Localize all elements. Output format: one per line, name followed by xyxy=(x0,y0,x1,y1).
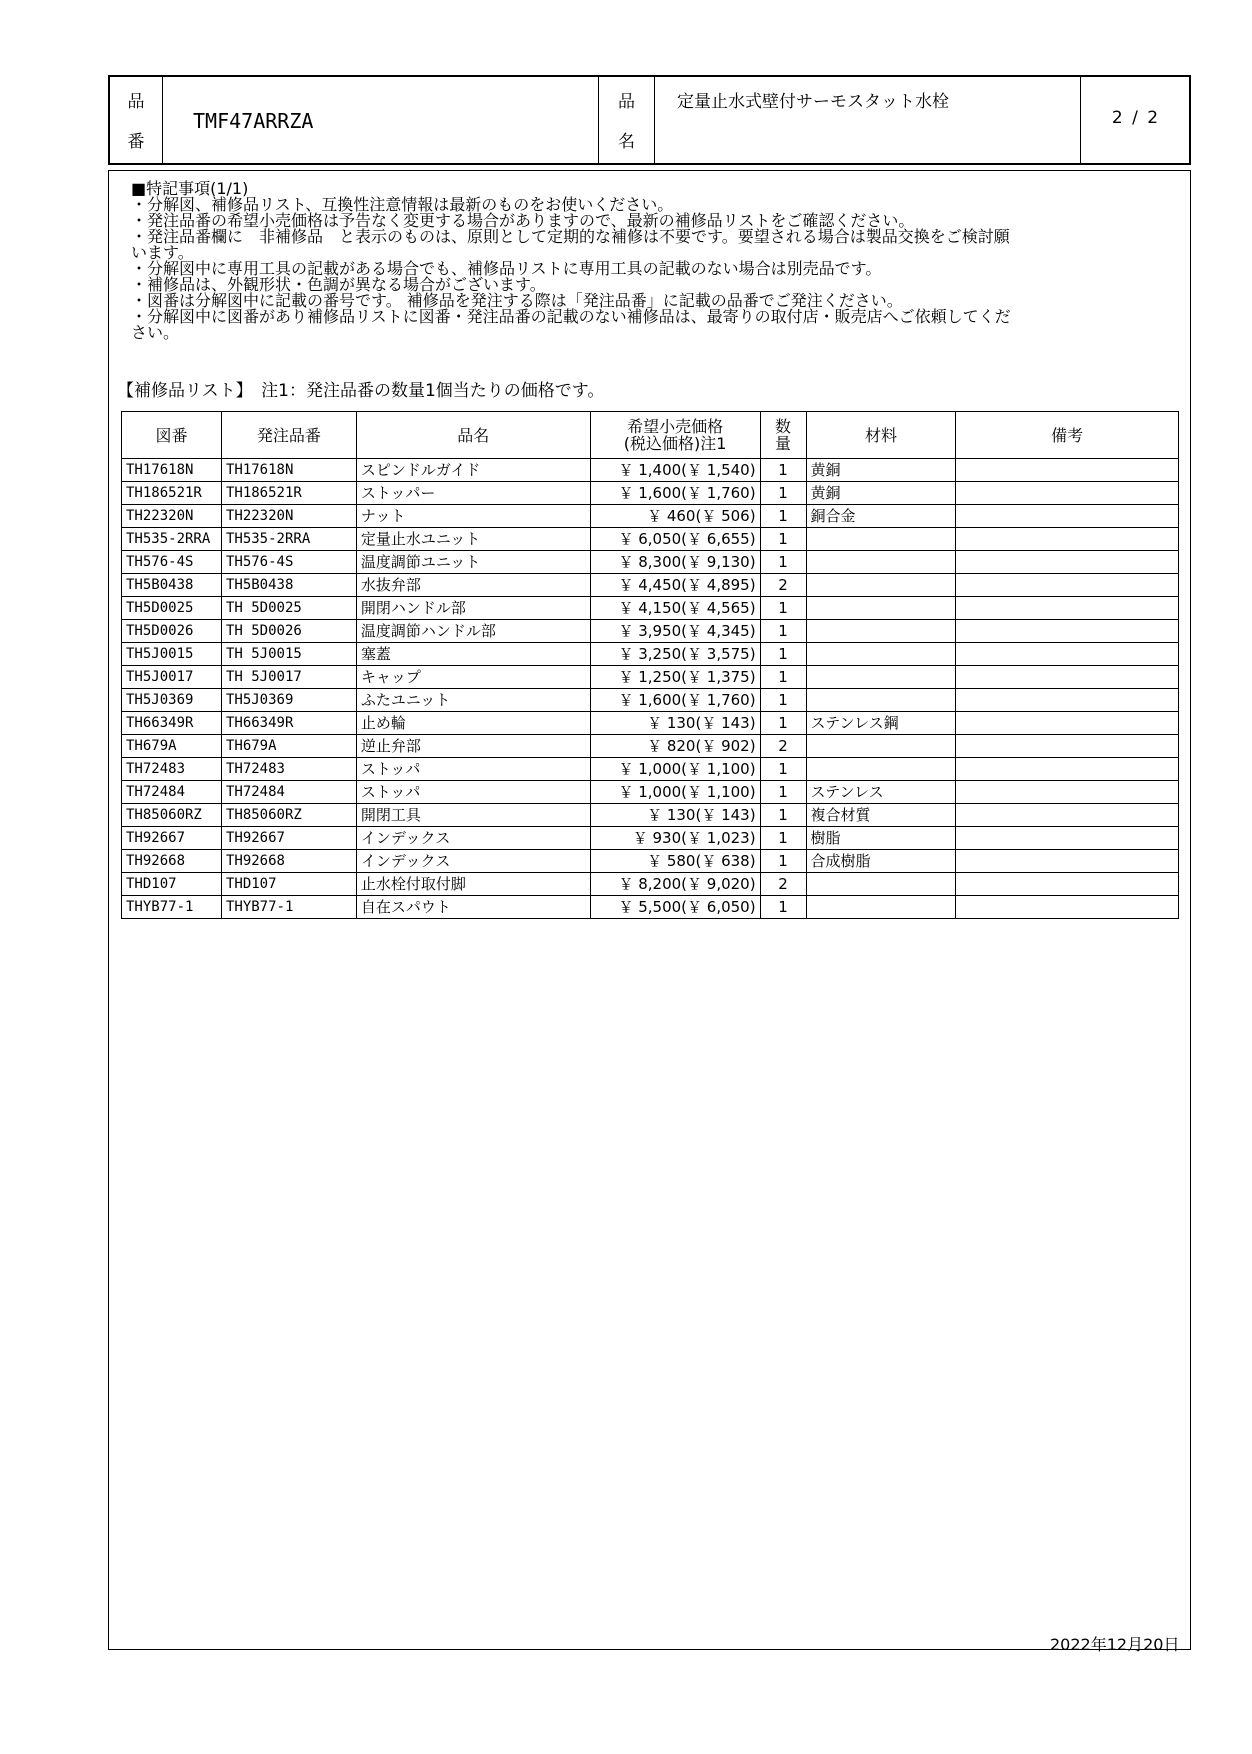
cell-price: ￥ 4,150(￥ 4,565) xyxy=(590,597,760,620)
col-price-line2: (税込価格)注1 xyxy=(623,434,727,453)
cell-material: 黄銅 xyxy=(806,482,956,505)
content-box xyxy=(108,170,1191,1650)
cell-qty: 2 xyxy=(760,574,806,597)
cell-order: TH66349R xyxy=(221,712,356,735)
cell-remarks xyxy=(956,574,1179,597)
note-line: ・分解図中に専用工具の記載がある場合でも、補修品リストに専用工具の記載のない場合は別売品です。 xyxy=(131,259,882,278)
product-code: TMF47ARRZA xyxy=(193,109,314,133)
page-number: 2 / 2 xyxy=(1111,108,1161,128)
cell-material: 樹脂 xyxy=(806,827,956,850)
cell-fig: TH5D0025 xyxy=(122,597,222,620)
cell-material xyxy=(806,873,956,896)
cell-material xyxy=(806,528,956,551)
cell-remarks xyxy=(956,482,1179,505)
col-order: 発注品番 xyxy=(221,412,356,459)
cell-qty: 1 xyxy=(760,643,806,666)
cell-material xyxy=(806,689,956,712)
cell-material xyxy=(806,574,956,597)
cell-qty: 1 xyxy=(760,689,806,712)
table-row xyxy=(122,597,1179,620)
cell-material xyxy=(806,643,956,666)
name-label-top: 品 xyxy=(618,92,635,112)
cell-name: インデックス xyxy=(356,850,590,873)
note-line: さい。 xyxy=(131,323,180,342)
cell-material: 複合材質 xyxy=(806,804,956,827)
note-line: ・発注品番欄に 非補修品 と表示のものは、原則として定期的な補修は不要です。要望される場合は製品交換をご検討願 xyxy=(131,227,1010,246)
cell-qty: 1 xyxy=(760,758,806,781)
cell-remarks xyxy=(956,758,1179,781)
cell-material: 合成樹脂 xyxy=(806,850,956,873)
cell-material xyxy=(806,597,956,620)
cell-name: キャップ xyxy=(356,666,590,689)
cell-name: 定量止水ユニット xyxy=(356,528,590,551)
cell-fig: TH5J0017 xyxy=(122,666,222,689)
cell-name: ストッパ xyxy=(356,758,590,781)
col-fig: 図番 xyxy=(122,412,222,459)
code-label-bottom: 番 xyxy=(127,132,145,152)
note-line: ・補修品は、外観形状・色調が異なる場合がございます。 xyxy=(131,275,546,294)
table-row xyxy=(122,850,1179,873)
col-qty-line2: 量 xyxy=(775,434,792,453)
cell-remarks xyxy=(956,873,1179,896)
cell-qty: 1 xyxy=(760,850,806,873)
product-name-label xyxy=(599,77,655,163)
col-price xyxy=(590,412,760,459)
cell-fig: TH5B0438 xyxy=(122,574,222,597)
table-row xyxy=(122,643,1179,666)
cell-fig: TH5J0015 xyxy=(122,643,222,666)
cell-order: TH22320N xyxy=(221,505,356,528)
cell-qty: 1 xyxy=(760,666,806,689)
cell-name: 温度調節ハンドル部 xyxy=(356,620,590,643)
parts-list-title: 【補修品リスト】 注1：発注品番の数量1個当たりの価格です。 xyxy=(117,381,605,401)
cell-name: 自在スパウト xyxy=(356,896,590,919)
cell-name: 止水栓付取付脚 xyxy=(356,873,590,896)
table-row xyxy=(122,735,1179,758)
cell-name: ストッパー xyxy=(356,482,590,505)
cell-fig: TH679A xyxy=(122,735,222,758)
cell-price: ￥ 130(￥ 143) xyxy=(590,804,760,827)
table-row xyxy=(122,712,1179,735)
special-notes xyxy=(131,181,1186,341)
cell-price: ￥ 6,050(￥ 6,655) xyxy=(590,528,760,551)
cell-price: ￥ 3,950(￥ 4,345) xyxy=(590,620,760,643)
cell-qty: 1 xyxy=(760,505,806,528)
cell-qty: 1 xyxy=(760,781,806,804)
cell-remarks xyxy=(956,804,1179,827)
cell-remarks xyxy=(956,459,1179,482)
cell-remarks xyxy=(956,712,1179,735)
cell-name: 水抜弁部 xyxy=(356,574,590,597)
cell-remarks xyxy=(956,850,1179,873)
cell-order: TH679A xyxy=(221,735,356,758)
product-name-cell xyxy=(655,77,1081,163)
table-row xyxy=(122,505,1179,528)
cell-material xyxy=(806,666,956,689)
cell-remarks xyxy=(956,551,1179,574)
cell-fig: TH17618N xyxy=(122,459,222,482)
cell-order: TH535-2RRA xyxy=(221,528,356,551)
table-row xyxy=(122,689,1179,712)
cell-order: TH17618N xyxy=(221,459,356,482)
cell-name: 逆止弁部 xyxy=(356,735,590,758)
cell-qty: 1 xyxy=(760,551,806,574)
issue-date: 2022年12月20日 xyxy=(1050,1635,1180,1654)
cell-name: ナット xyxy=(356,505,590,528)
parts-table-header xyxy=(122,412,1179,459)
cell-name: ストッパ xyxy=(356,781,590,804)
col-price-line1: 希望小売価格 xyxy=(627,417,724,436)
page-number-cell xyxy=(1081,77,1191,163)
cell-fig: TH72483 xyxy=(122,758,222,781)
cell-remarks xyxy=(956,827,1179,850)
cell-material: ステンレス xyxy=(806,781,956,804)
table-row xyxy=(122,620,1179,643)
cell-price: ￥ 8,200(￥ 9,020) xyxy=(590,873,760,896)
cell-price: ￥ 1,000(￥ 1,100) xyxy=(590,781,760,804)
cell-price: ￥ 1,000(￥ 1,100) xyxy=(590,758,760,781)
cell-material xyxy=(806,758,956,781)
cell-material: 銅合金 xyxy=(806,505,956,528)
cell-price: ￥ 130(￥ 143) xyxy=(590,712,760,735)
cell-fig: TH66349R xyxy=(122,712,222,735)
col-remarks: 備考 xyxy=(956,412,1179,459)
cell-name: 塞蓋 xyxy=(356,643,590,666)
cell-fig: TH535-2RRA xyxy=(122,528,222,551)
note-line: ・分解図、補修品リスト、互換性注意情報は最新のものをお使いください。 xyxy=(131,195,674,214)
cell-order: TH186521R xyxy=(221,482,356,505)
cell-qty: 1 xyxy=(760,620,806,643)
cell-order: TH 5D0026 xyxy=(221,620,356,643)
table-row xyxy=(122,528,1179,551)
cell-price: ￥ 1,600(￥ 1,760) xyxy=(590,689,760,712)
product-name: 定量止水式壁付サーモスタット水栓 xyxy=(677,92,949,112)
table-row xyxy=(122,459,1179,482)
cell-qty: 1 xyxy=(760,804,806,827)
cell-qty: 1 xyxy=(760,482,806,505)
note-line: ・分解図中に図番があり補修品リストに図番・発注品番の記載のない補修品は、最寄りの取付店・販売店へご依頼してくだ xyxy=(131,307,1011,326)
cell-qty: 1 xyxy=(760,712,806,735)
cell-order: TH 5J0015 xyxy=(221,643,356,666)
cell-fig: TH92668 xyxy=(122,850,222,873)
cell-remarks xyxy=(956,643,1179,666)
table-row xyxy=(122,827,1179,850)
cell-order: TH 5J0017 xyxy=(221,666,356,689)
cell-material xyxy=(806,551,956,574)
cell-remarks xyxy=(956,528,1179,551)
table-row xyxy=(122,896,1179,919)
cell-name: ふたユニット xyxy=(356,689,590,712)
table-row xyxy=(122,781,1179,804)
cell-qty: 2 xyxy=(760,873,806,896)
table-row xyxy=(122,574,1179,597)
cell-name: 止め輪 xyxy=(356,712,590,735)
col-material: 材料 xyxy=(806,412,956,459)
cell-name: スピンドルガイド xyxy=(356,459,590,482)
cell-qty: 1 xyxy=(760,896,806,919)
cell-fig: TH72484 xyxy=(122,781,222,804)
col-qty-line1: 数 xyxy=(775,417,792,436)
cell-order: THYB77-1 xyxy=(221,896,356,919)
note-line: ・図番は分解図中に記載の番号です。 補修品を発注する際は「発注品番」に記載の品番でご発注ください。 xyxy=(131,291,903,310)
cell-price: ￥ 580(￥ 638) xyxy=(590,850,760,873)
cell-name: 開閉工具 xyxy=(356,804,590,827)
cell-fig: TH5J0369 xyxy=(122,689,222,712)
cell-fig: TH92667 xyxy=(122,827,222,850)
name-label-bottom: 名 xyxy=(618,132,635,152)
cell-order: TH72483 xyxy=(221,758,356,781)
cell-remarks xyxy=(956,597,1179,620)
col-name: 品名 xyxy=(356,412,590,459)
cell-remarks xyxy=(956,896,1179,919)
cell-remarks xyxy=(956,505,1179,528)
note-line: います。 xyxy=(131,243,194,262)
product-header xyxy=(108,75,1191,165)
cell-qty: 2 xyxy=(760,735,806,758)
cell-remarks xyxy=(956,689,1179,712)
cell-remarks xyxy=(956,781,1179,804)
cell-fig: TH576-4S xyxy=(122,551,222,574)
cell-order: TH92668 xyxy=(221,850,356,873)
cell-material xyxy=(806,620,956,643)
cell-price: ￥ 930(￥ 1,023) xyxy=(590,827,760,850)
note-line: ・発注品番の希望小売価格は予告なく変更する場合がありますので、最新の補修品リストをご確認ください。 xyxy=(131,211,915,230)
table-row xyxy=(122,873,1179,896)
col-qty xyxy=(760,412,806,459)
cell-material: 黄銅 xyxy=(806,459,956,482)
cell-qty: 1 xyxy=(760,597,806,620)
cell-order: TH92667 xyxy=(221,827,356,850)
cell-material: ステンレス鋼 xyxy=(806,712,956,735)
cell-qty: 1 xyxy=(760,528,806,551)
cell-material xyxy=(806,735,956,758)
cell-fig: THD107 xyxy=(122,873,222,896)
cell-price: ￥ 460(￥ 506) xyxy=(590,505,760,528)
cell-price: ￥ 4,450(￥ 4,895) xyxy=(590,574,760,597)
cell-fig: TH85060RZ xyxy=(122,804,222,827)
table-row xyxy=(122,482,1179,505)
cell-remarks xyxy=(956,620,1179,643)
cell-order: THD107 xyxy=(221,873,356,896)
cell-price: ￥ 1,400(￥ 1,540) xyxy=(590,459,760,482)
code-label-top: 品 xyxy=(127,92,145,112)
table-row xyxy=(122,758,1179,781)
cell-order: TH5B0438 xyxy=(221,574,356,597)
table-row xyxy=(122,804,1179,827)
cell-name: 開閉ハンドル部 xyxy=(356,597,590,620)
product-code-label xyxy=(110,77,163,163)
cell-order: TH5J0369 xyxy=(221,689,356,712)
cell-price: ￥ 820(￥ 902) xyxy=(590,735,760,758)
parts-table xyxy=(121,411,1179,919)
cell-remarks xyxy=(956,666,1179,689)
cell-price: ￥ 1,600(￥ 1,760) xyxy=(590,482,760,505)
cell-name: 温度調節ユニット xyxy=(356,551,590,574)
cell-price: ￥ 3,250(￥ 3,575) xyxy=(590,643,760,666)
cell-qty: 1 xyxy=(760,827,806,850)
cell-material xyxy=(806,896,956,919)
cell-price: ￥ 5,500(￥ 6,050) xyxy=(590,896,760,919)
cell-fig: TH22320N xyxy=(122,505,222,528)
table-row xyxy=(122,666,1179,689)
cell-fig: TH186521R xyxy=(122,482,222,505)
cell-price: ￥ 8,300(￥ 9,130) xyxy=(590,551,760,574)
product-code-cell xyxy=(163,77,599,163)
cell-price: ￥ 1,250(￥ 1,375) xyxy=(590,666,760,689)
cell-fig: THYB77-1 xyxy=(122,896,222,919)
cell-order: TH85060RZ xyxy=(221,804,356,827)
cell-order: TH576-4S xyxy=(221,551,356,574)
table-row xyxy=(122,551,1179,574)
cell-name: インデックス xyxy=(356,827,590,850)
cell-remarks xyxy=(956,735,1179,758)
cell-fig: TH5D0026 xyxy=(122,620,222,643)
cell-qty: 1 xyxy=(760,459,806,482)
cell-order: TH 5D0025 xyxy=(221,597,356,620)
notes-title: ■特記事項(1/1) xyxy=(131,179,249,198)
cell-order: TH72484 xyxy=(221,781,356,804)
